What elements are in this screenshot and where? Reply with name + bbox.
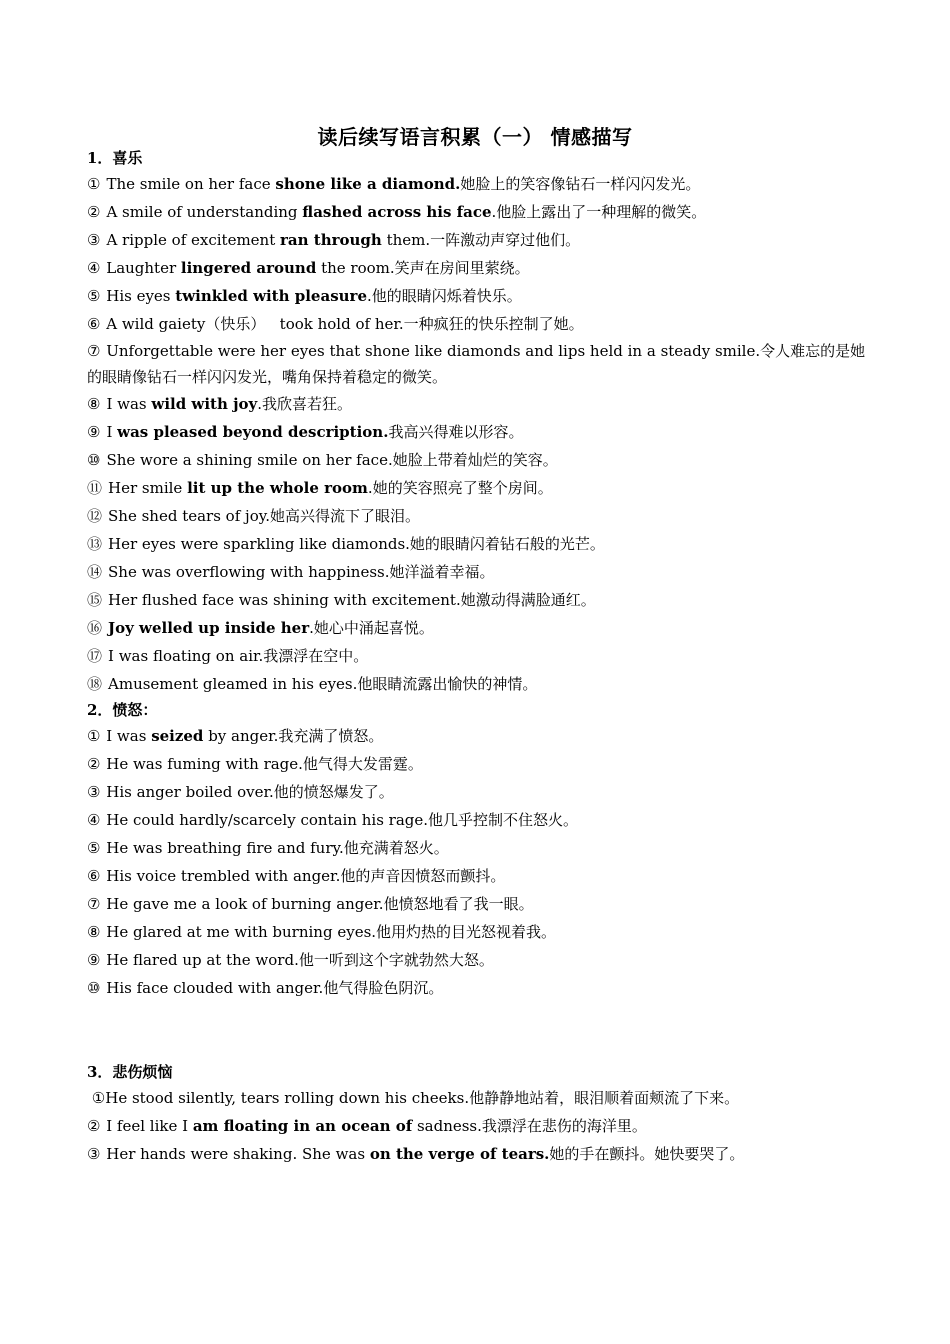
list-item	[87, 390, 877, 418]
section-sadness	[87, 1060, 877, 1168]
item-translation: 我高兴得难以形容。	[388, 423, 524, 441]
item-bold-phrase: lingered around	[180, 259, 317, 277]
list-item	[87, 558, 877, 586]
item-text: I feel like I	[106, 1117, 193, 1135]
item-number: ④	[87, 259, 101, 277]
item-text: She wore a shining smile on her face.她脸上带着灿烂的笑容。	[106, 451, 558, 469]
item-text: He flared up at the word.他一听到这个字就勃然大怒。	[106, 951, 494, 969]
item-number: ⑩	[87, 451, 101, 469]
item-bold-phrase: ran through	[280, 231, 382, 249]
list-item	[87, 614, 877, 642]
item-number: ③	[87, 1145, 101, 1163]
list-item	[87, 974, 877, 1002]
item-number: ①	[91, 1089, 106, 1107]
item-number: ⑩	[87, 979, 101, 997]
item-text: His face clouded with anger.他气得脸色阴沉。	[106, 979, 444, 997]
list-item	[87, 310, 877, 338]
item-bold-phrase: on the verge of tears.	[369, 1145, 550, 1163]
item-number: ④	[87, 811, 101, 829]
item-bold-phrase: wild with joy	[151, 395, 258, 413]
item-text: Laughter	[106, 259, 181, 277]
item-text: The smile on her face	[106, 175, 276, 193]
item-translation: the room.笑声在房间里萦绕。	[316, 259, 530, 277]
item-bold-phrase: was pleased beyond description.	[117, 423, 389, 441]
item-number: ⑯	[87, 619, 103, 637]
item-translation: 她的手在颤抖。她快要哭了。	[549, 1145, 745, 1163]
item-text: Unforgettable were her eyes that shone like diamonds and lips held in a steady smile.令人难忘的是她的眼睛像钻石一样闪闪发光，嘴角保持着稳定的微笑。	[87, 342, 866, 386]
item-text: His voice trembled with anger.他的声音因愤怒而颤抖。	[106, 867, 506, 885]
list-item	[87, 834, 877, 862]
item-text: He was breathing fire and fury.他充满着怒火。	[106, 839, 449, 857]
list-item	[87, 474, 877, 502]
item-number: ⑦	[87, 895, 101, 913]
item-number: ⑧	[87, 923, 101, 941]
item-text: Her eyes were sparkling like diamonds.她的眼睛闪着钻石般的光芒。	[108, 535, 605, 553]
list-item	[87, 338, 877, 390]
item-text: I was	[106, 395, 152, 413]
item-number: ③	[87, 231, 101, 249]
section-heading: 2．愤怒：	[87, 701, 158, 719]
item-number: ②	[87, 203, 101, 221]
item-text: She was overflowing with happiness.她洋溢着幸福。	[108, 563, 495, 581]
item-number: ⑬	[87, 535, 103, 553]
item-text: He stood silently, tears rolling down his cheeks.他静静地站着，眼泪顺着面颊流了下来。	[105, 1089, 740, 1107]
section-joy	[87, 146, 877, 698]
list-item	[87, 586, 877, 614]
item-translation: .他脸上露出了一种理解的微笑。	[491, 203, 707, 221]
item-bold-phrase: flashed across his face	[302, 203, 492, 221]
item-number: ⑧	[87, 395, 101, 413]
item-text: He gave me a look of burning anger.他愤怒地看了我一眼。	[106, 895, 534, 913]
list-item	[87, 530, 877, 558]
item-number: ⑨	[87, 951, 101, 969]
item-number: ⑪	[87, 479, 103, 497]
item-text: She shed tears of joy.她高兴得流下了眼泪。	[108, 507, 420, 525]
list-item	[87, 502, 877, 530]
item-translation: 她脸上的笑容像钻石一样闪闪发光。	[460, 175, 701, 193]
section-heading: 1．喜乐	[87, 149, 143, 167]
list-item	[87, 226, 877, 254]
item-bold-phrase: Joy welled up inside her	[108, 619, 310, 637]
item-translation: .她的笑容照亮了整个房间。	[367, 479, 553, 497]
list-item	[87, 198, 877, 226]
item-text: He was fuming with rage.他气得大发雷霆。	[106, 755, 423, 773]
section-heading: 3．悲伤烦恼	[87, 1063, 173, 1081]
list-item	[87, 418, 877, 446]
item-translation: .她心中涌起喜悦。	[309, 619, 434, 637]
list-item	[87, 750, 877, 778]
item-bold-phrase: shone like a diamond.	[275, 175, 461, 193]
item-text: Her hands were shaking. She was	[106, 1145, 370, 1163]
item-text: Her flushed face was shining with excitement.她激动得满脸通红。	[108, 591, 596, 609]
item-number: ③	[87, 783, 101, 801]
list-item	[87, 254, 877, 282]
item-translation: .我欣喜若狂。	[257, 395, 353, 413]
list-item	[87, 1112, 877, 1140]
item-text: Her smile	[108, 479, 188, 497]
item-number: ⑨	[87, 423, 101, 441]
list-item	[87, 778, 877, 806]
item-text: I was	[106, 727, 152, 745]
item-number: ⑤	[87, 839, 101, 857]
item-number: ⑫	[87, 507, 103, 525]
item-number: ①	[87, 727, 101, 745]
item-text: I	[106, 423, 118, 441]
item-number: ②	[87, 1117, 101, 1135]
list-item	[87, 446, 877, 474]
item-number: ①	[87, 175, 101, 193]
item-text: I was floating on air.我漂浮在空中。	[108, 647, 369, 665]
item-text: His anger boiled over.他的愤怒爆发了。	[106, 783, 394, 801]
list-item	[87, 918, 877, 946]
item-number: ⑥	[87, 315, 101, 333]
item-number: ⑦	[87, 342, 101, 360]
item-bold-phrase: am floating in an ocean of	[192, 1117, 413, 1135]
item-number: ⑱	[87, 675, 103, 693]
list-item	[87, 1140, 877, 1168]
list-item	[87, 642, 877, 670]
item-number: ⑭	[87, 563, 103, 581]
item-text: He glared at me with burning eyes.他用灼热的目光怒视着我。	[106, 923, 557, 941]
item-text: A wild gaiety（快乐） took hold of her.一种疯狂的快乐控制了她。	[106, 315, 584, 333]
item-text: Amusement gleamed in his eyes.他眼睛流露出愉快的神情。	[108, 675, 538, 693]
list-item	[87, 890, 877, 918]
item-bold-phrase: lit up the whole room	[187, 479, 368, 497]
item-translation: .他的眼睛闪烁着快乐。	[367, 287, 522, 305]
item-text: A smile of understanding	[106, 203, 303, 221]
item-number: ⑮	[87, 591, 103, 609]
item-text: A ripple of excitement	[106, 231, 281, 249]
list-item	[87, 946, 877, 974]
item-number: ⑤	[87, 287, 101, 305]
item-number: ⑥	[87, 867, 101, 885]
item-translation: by anger.我充满了愤怒。	[203, 727, 384, 745]
document-title: 读后续写语言积累（一） 情感描写	[317, 125, 633, 149]
list-item	[87, 806, 877, 834]
item-translation: them.一阵激动声穿过他们。	[381, 231, 581, 249]
list-item	[87, 1084, 877, 1112]
item-text: He could hardly/scarcely contain his rage.他几乎控制不住怒火。	[106, 811, 579, 829]
section-anger	[87, 698, 877, 1002]
item-number: ②	[87, 755, 101, 773]
list-item	[87, 170, 877, 198]
document-body	[87, 146, 877, 1168]
item-text: His eyes	[106, 287, 176, 305]
item-bold-phrase: seized	[151, 727, 204, 745]
list-item	[87, 282, 877, 310]
list-item	[87, 722, 877, 750]
item-bold-phrase: twinkled with pleasure	[175, 287, 367, 305]
item-number: ⑰	[87, 647, 103, 665]
item-translation: sadness.我漂浮在悲伤的海洋里。	[412, 1117, 647, 1135]
list-item	[87, 862, 877, 890]
section-spacer	[87, 1002, 877, 1060]
list-item	[87, 670, 877, 698]
